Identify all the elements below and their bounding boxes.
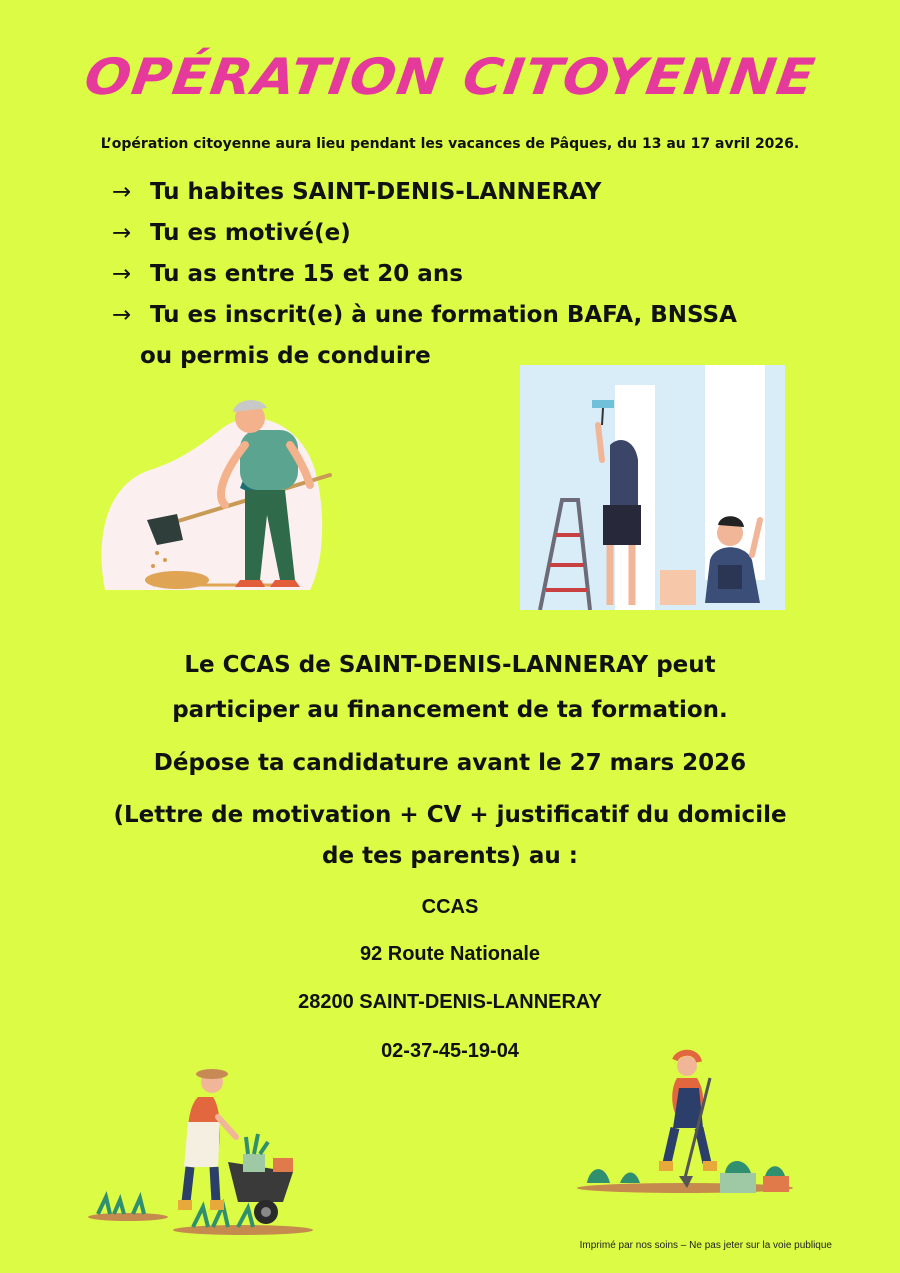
documents-text-line-1: (Lettre de motivation + CV + justificatif du domicile xyxy=(113,802,787,828)
painters-wall-illustration xyxy=(520,365,785,610)
list-item-continuation: ou permis de conduire xyxy=(140,343,431,369)
address-phone: 02-37-45-19-04 xyxy=(381,1040,519,1062)
address-city: 28200 SAINT-DENIS-LANNERAY xyxy=(298,991,602,1013)
intro-text: L’opération citoyenne aura lieu pendant les vacances de Pâques, du 13 au 17 avril 2026. xyxy=(100,136,800,152)
ccas-text-line-1: Le CCAS de SAINT-DENIS-LANNERAY peut xyxy=(184,652,716,678)
arrow-icon: → xyxy=(112,302,132,328)
arrow-icon: → xyxy=(112,179,132,205)
gardener-wheelbarrow-illustration xyxy=(88,1062,323,1237)
gardener-shovel-illustration xyxy=(95,390,335,600)
page-title: OPÉRATION CITOYENNE xyxy=(81,48,819,106)
list-item: → Tu as entre 15 et 20 ans xyxy=(112,254,737,295)
address-street: 92 Route Nationale xyxy=(359,943,541,965)
footer-note: Imprimé par nos soins – Ne pas jeter sur la voie publique xyxy=(579,1240,832,1251)
gardener-planting-illustration xyxy=(575,1048,795,1198)
arrow-icon: → xyxy=(112,261,132,287)
ccas-text-line-2: participer au financement de ta formation. xyxy=(172,697,728,723)
deadline-text: Dépose ta candidature avant le 27 mars 2026 xyxy=(153,750,747,776)
list-item: → Tu habites SAINT-DENIS-LANNERAY xyxy=(112,172,737,213)
address-name: CCAS xyxy=(421,896,479,918)
list-item: → Tu es inscrit(e) à une formation BAFA, BNSSA xyxy=(112,295,737,336)
documents-text-line-2: de tes parents) au : xyxy=(322,843,578,869)
criteria-list xyxy=(112,172,737,377)
list-item: → Tu es motivé(e) xyxy=(112,213,737,254)
arrow-icon: → xyxy=(112,220,132,246)
